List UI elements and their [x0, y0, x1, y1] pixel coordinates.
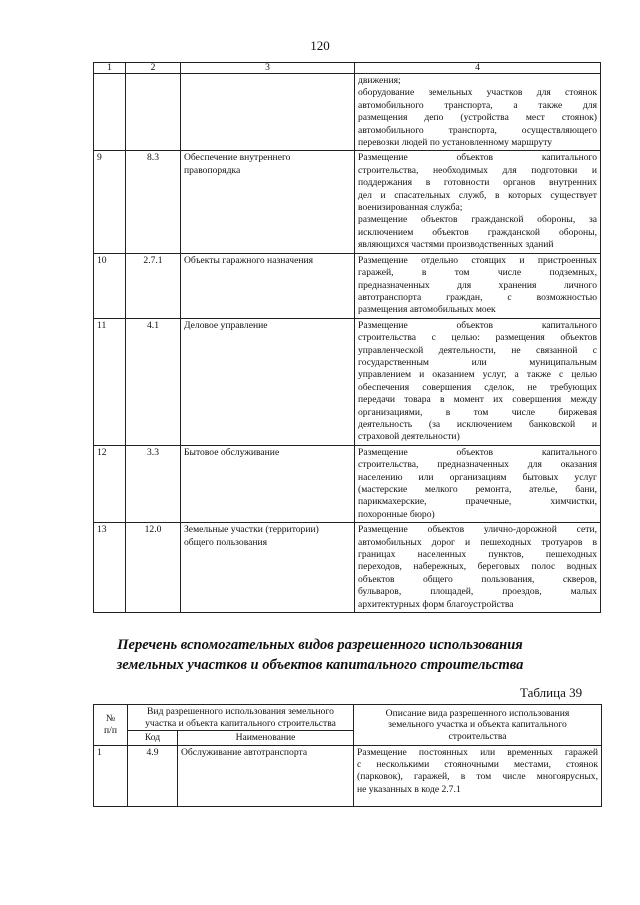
- text-line: дел и спасательных служб, в которых существует: [358, 189, 597, 201]
- aux-header-description: Описание вида разрешенного использования земельного участка и объекта капитального строительства: [354, 705, 602, 746]
- text-line: строительства, предназначенных для оказания: [358, 459, 597, 471]
- section-heading-line: Перечень вспомогательных видов разрешенного использования: [117, 637, 523, 653]
- row-description: [355, 318, 601, 445]
- header-col-2: 2: [126, 63, 181, 74]
- table-row: [94, 253, 601, 318]
- name-line: Объекты гаражного назначения: [184, 254, 314, 266]
- text-line: управленческой деятельности, не связанной с: [358, 344, 597, 356]
- text-line: предназначенных для хранения личного: [358, 279, 597, 291]
- aux-header-code: Код: [128, 731, 178, 746]
- row-number: 12: [94, 445, 126, 522]
- row-code: 4.1: [126, 318, 181, 445]
- text-line: деятельность (за исключением банковской и: [358, 418, 597, 430]
- row-code: 8.3: [126, 151, 181, 253]
- table-header-row: [94, 63, 601, 74]
- text-line: страховой деятельности): [358, 431, 460, 443]
- row-name: [181, 318, 355, 445]
- row-code: 3.3: [126, 445, 181, 522]
- text-line: автотранспорта граждан, с возможностью: [358, 291, 597, 303]
- text-line: похоронные бюро): [358, 508, 435, 520]
- text-line: автомобильного транспорта, осуществляющего: [358, 124, 597, 136]
- text-line: обеспечения совершения сделок, не требующих: [358, 381, 597, 393]
- text-line: организациями, в том числе биржевая: [358, 406, 597, 418]
- row-code: 4.9: [128, 745, 178, 806]
- table-row: [94, 523, 601, 613]
- text-line: поддержания в готовности органов внутренних: [358, 177, 597, 189]
- row-description: [355, 523, 601, 613]
- text-line: Размещение объектов капитального: [358, 152, 597, 164]
- text-line: передачи товара в момент их совершения между: [358, 394, 597, 406]
- aux-header-group: Вид разрешенного использования земельного участка и объекта капитального строительства: [128, 705, 354, 731]
- text-line: автомобильного транспорта, а также для: [358, 99, 597, 111]
- section-heading: [0, 635, 640, 675]
- name-line: правопорядка: [184, 164, 241, 176]
- text-line: парикмахерские, прачечные, химчистки,: [358, 496, 597, 508]
- text-line: переходов, набережных, береговых полос водных: [358, 561, 597, 573]
- text-line: бульваров, площадей, проездов, малых: [358, 586, 597, 598]
- header-col-4: 4: [355, 63, 601, 74]
- row-description: [355, 151, 601, 253]
- row-name: [181, 445, 355, 522]
- text-line: размещения автомобильных моек: [358, 304, 496, 316]
- text-line: размещение объектов гражданской обороны, за: [358, 214, 597, 226]
- table-caption: Таблица 39: [520, 685, 583, 700]
- text-line: перевозки людей по установленному маршруту: [358, 137, 553, 149]
- row-name: [181, 151, 355, 253]
- aux-header-num: № п/п: [94, 705, 128, 746]
- text-line: военизированная служба;: [358, 202, 463, 214]
- row-number: 1: [94, 745, 128, 806]
- header-col-1: 1: [94, 63, 126, 74]
- row-description: [354, 745, 602, 806]
- text-line: Размещение объектов капитального: [358, 319, 597, 331]
- table-row: [94, 318, 601, 445]
- header-col-3: 3: [181, 63, 355, 74]
- table-row: [94, 151, 601, 253]
- text-line: не указанных в коде 2.7.1: [357, 783, 461, 795]
- text-line: границах населенных пунктов, пешеходных: [358, 549, 597, 561]
- row-name: Обслуживание автотранспорта: [178, 745, 354, 806]
- text-line: исключением объектов гражданской обороны,: [358, 226, 597, 238]
- row-name: [181, 253, 355, 318]
- aux-header-name: Наименование: [178, 731, 354, 746]
- text-line: (парковок), гаражей, в том числе многоярусных,: [357, 771, 598, 783]
- table-row: [94, 745, 602, 806]
- row-code: 12.0: [126, 523, 181, 613]
- text-line: автомобильных дорог и пешеходных тротуаров в: [358, 536, 597, 548]
- row-number: 10: [94, 253, 126, 318]
- text-line: (мастерские мелкого ремонта, ателье, бани,: [358, 484, 597, 495]
- land-use-table: [93, 62, 601, 613]
- text-line: архитектурных форм благоустройства: [358, 598, 514, 610]
- name-line: Деловое управление: [184, 319, 268, 331]
- aux-header-row: [94, 705, 602, 731]
- row-number: 13: [94, 523, 126, 613]
- text-line: Размещение объектов улично-дорожной сети,: [358, 524, 597, 536]
- text-line: населению или организациям бытовых услуг: [358, 471, 597, 483]
- row-number: 11: [94, 318, 126, 445]
- name-line: общего пользования: [184, 536, 268, 548]
- name-line: Бытовое обслуживание: [184, 446, 280, 458]
- row-description: [355, 253, 601, 318]
- text-line: управлением и оказанием услуг, а также с целью: [358, 369, 597, 381]
- row-code: 2.7.1: [126, 253, 181, 318]
- text-line: Размещение отдельно стоящих и пристроенных: [358, 254, 597, 266]
- row-name: [181, 523, 355, 613]
- continuation-row: [94, 74, 601, 151]
- text-line: Размещение постоянных или временных гаражей: [357, 746, 598, 758]
- text-line: с несколькими стояночными местами, стоянок: [357, 758, 598, 770]
- name-line: Обеспечение внутреннего: [184, 152, 291, 164]
- table-row: [94, 445, 601, 522]
- row-description: [355, 445, 601, 522]
- text-line: движения;: [358, 75, 401, 86]
- text-line: Размещение объектов капитального: [358, 446, 597, 458]
- text-line: объектов общего пользования, скверов,: [358, 573, 597, 585]
- name-line: Земельные участки (территории): [184, 524, 319, 536]
- text-line: строительства с целью: размещения объектов: [358, 332, 597, 344]
- text-line: размещения депо (устройства мест стоянок): [358, 112, 597, 124]
- text-line: являющихся частями производственных зданий: [358, 239, 554, 251]
- section-heading-line: земельных участков и объектов капитального строительства: [116, 657, 524, 673]
- page-number: 120: [310, 38, 330, 53]
- text-line: оборудование земельных участков для стоянок: [358, 87, 597, 99]
- text-line: гаражей, в том числе подземных,: [358, 267, 597, 279]
- auxiliary-uses-table: [93, 704, 602, 807]
- continuation-description: [355, 74, 601, 151]
- text-line: государственным или муниципальным: [358, 356, 597, 368]
- text-line: строительства, необходимых для подготовки и: [358, 164, 597, 176]
- row-number: 9: [94, 151, 126, 253]
